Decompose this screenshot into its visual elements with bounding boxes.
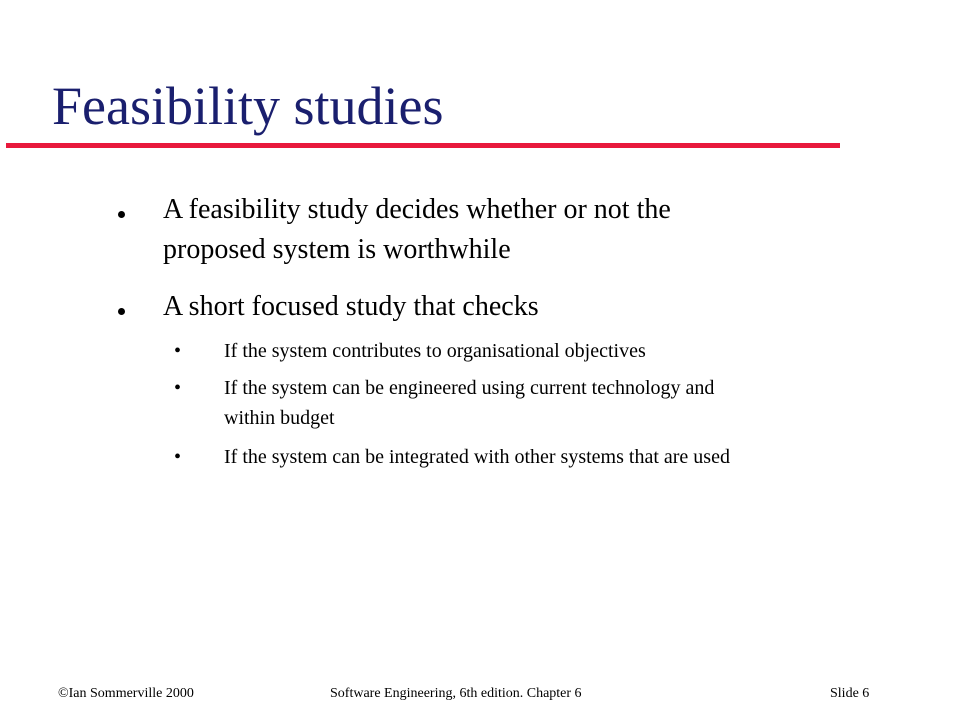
slide-title: Feasibility studies — [52, 76, 444, 136]
footer-copyright: ©Ian Sommerville 2000 — [58, 686, 194, 701]
sub-bullet-marker: • — [174, 377, 182, 399]
footer-book-title: Software Engineering, 6th edition. Chapter 6 — [330, 686, 582, 701]
sub-bullet-2-line-2: within budget — [224, 407, 335, 429]
bullet-1-line-1: A feasibility study decides whether or not the — [163, 194, 671, 225]
sub-bullet-marker: • — [174, 340, 182, 362]
bullet-marker — [118, 211, 125, 218]
sub-bullet-2-line-1: If the system can be engineered using current technology and — [224, 377, 715, 399]
sub-bullet-marker: • — [174, 446, 182, 468]
sub-bullet-1-line-1: If the system contributes to organisational objectives — [224, 340, 646, 362]
sub-bullet-3-line-1: If the system can be integrated with other systems that are used — [224, 446, 730, 468]
footer-slide-number: Slide 6 — [830, 686, 870, 701]
bullet-1-line-2: proposed system is worthwhile — [163, 234, 511, 265]
title-underline — [6, 143, 840, 148]
bullet-marker — [118, 308, 125, 315]
bullet-2-line-1: A short focused study that checks — [163, 291, 539, 322]
